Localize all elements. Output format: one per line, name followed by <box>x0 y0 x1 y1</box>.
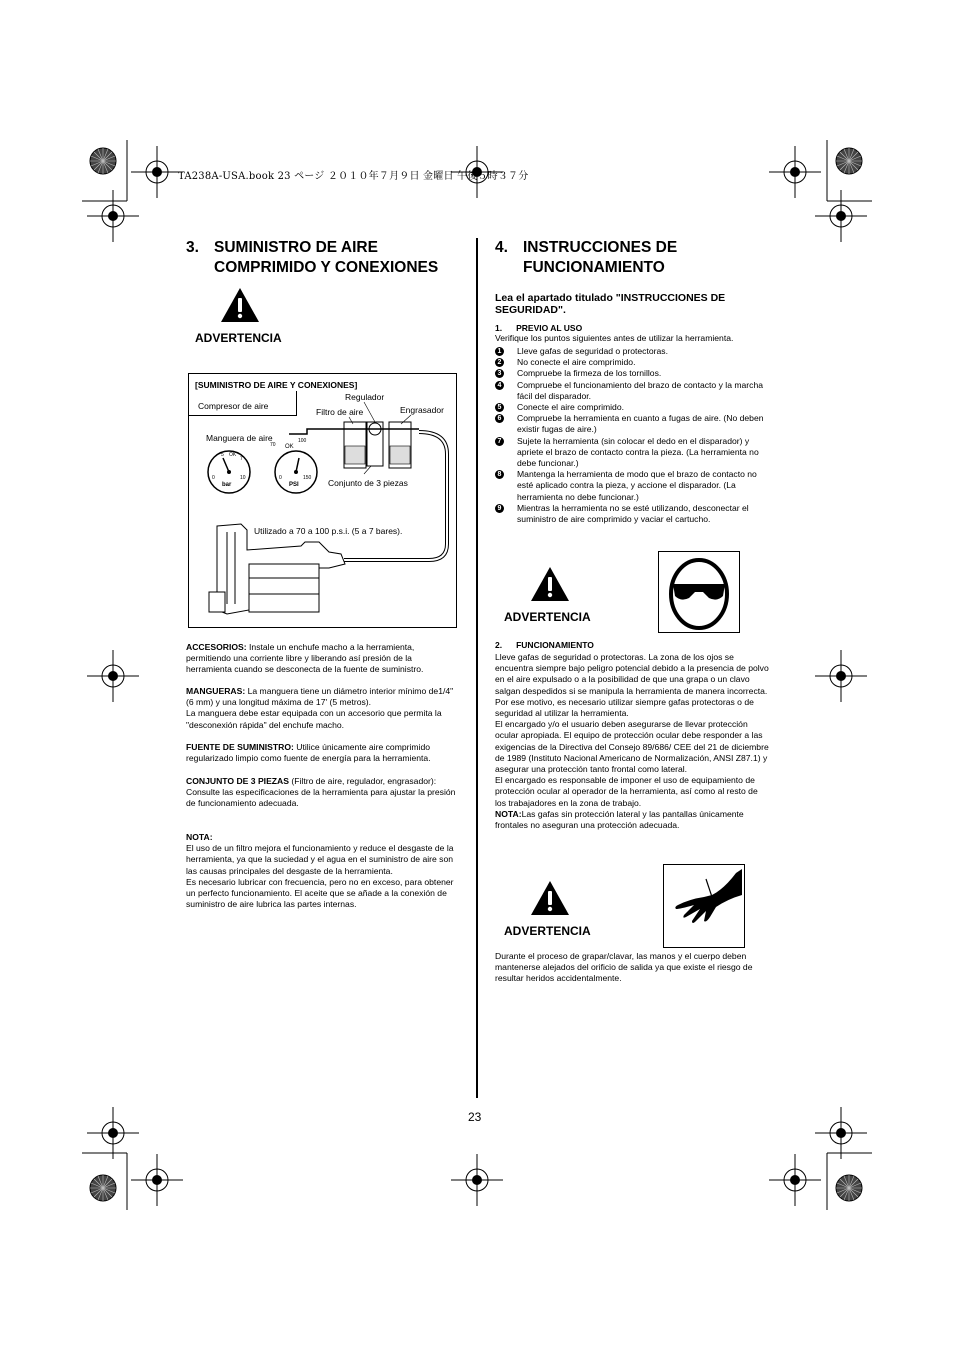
list-item: 4 Compruebe el funcionamiento del brazo de contacto y la marcha fácil del disparador. <box>495 380 770 402</box>
svg-text:bar: bar <box>222 482 232 488</box>
svg-text:OK: OK <box>229 452 237 458</box>
svg-text:7: 7 <box>240 456 243 462</box>
regulator-label: Regulador <box>345 392 385 402</box>
svg-text:OK: OK <box>285 444 294 450</box>
compressor-label: Compresor de aire <box>198 401 269 411</box>
starburst-mark <box>90 1175 116 1201</box>
psi-gauge-icon <box>270 438 317 493</box>
sec1-intro: Verifique los puntos siguientes antes de utilizar la herramienta. <box>495 333 734 343</box>
set-label: Conjunto de 3 piezas <box>328 478 408 488</box>
accesorios-paragraph: ACCESORIOS: Instale un enchufe macho a la herramienta, permitiendo una corriente libre y liberando así presión de la herramienta cuando se desconecta de la fuente de suministro. <box>186 642 424 675</box>
page-number: 23 <box>468 1110 482 1124</box>
list-item: 9 Mientras la herramienta no se esté utilizando, desconectar el suministro de aire comprimido y vaciar el cartucho. <box>495 503 770 525</box>
svg-text:PSI: PSI <box>289 482 299 488</box>
list-item: 5 Conecte el aire comprimido. <box>495 402 770 413</box>
column-divider <box>476 238 478 1098</box>
diagram-drawing <box>189 374 456 627</box>
usage-label: Utilizado a 70 a 100 p.s.i. (5 a 7 bares). <box>254 526 403 536</box>
svg-text:10: 10 <box>240 475 246 481</box>
nailer-tool-icon <box>209 524 345 614</box>
safety-goggles-icon <box>659 552 739 632</box>
file-header: TA238A-USA.book 23 ページ ２０１０年７月９日 金曜日 午後５時３７分 <box>178 171 529 182</box>
nota-paragraph: NOTA: El uso de un filtro mejora el funcionamiento y reduce el desgaste de la herramienta, ya que la suciedad y el agua en el suministro de aire son las causas principales del desgaste de la herramienta. Es necesario lubricar con frecuencia, pero no en exceso, para obtener un perfecto funcionamiento. El aceite que se añade a la conexión de suministro de aire lubrica las partes internas. <box>186 832 454 910</box>
hand-hazard-pictogram <box>663 864 745 948</box>
fuente-paragraph: FUENTE DE SUMINISTRO: Utilice únicamente aire comprimido regularizado limpio como fuente de energía para la herramienta. <box>186 742 431 764</box>
list-item: 1 Lleve gafas de seguridad o protectoras. <box>495 346 770 357</box>
list-item: 7 Sujete la herramienta (sin colocar el dedo en el disparador) y apriete el brazo de contacto contra la pieza. (La herramienta no debe funcionar.) <box>495 436 770 470</box>
warning-label: ADVERTENCIA <box>504 610 591 624</box>
warning-triangle-icon <box>530 566 570 602</box>
starburst-mark <box>90 148 116 174</box>
svg-text:0: 0 <box>212 475 215 481</box>
bar-gauge-icon <box>208 451 250 493</box>
list-item: 2 No conecte el aire comprimido. <box>495 357 770 368</box>
svg-text:70: 70 <box>270 442 276 448</box>
list-item: 3 Compruebe la firmeza de los tornillos. <box>495 368 770 379</box>
diagram-title: [SUMINISTRO DE AIRE Y CONEXIONES] <box>195 380 358 390</box>
starburst-mark <box>836 148 862 174</box>
warning-triangle-icon <box>530 880 570 916</box>
lead-text: Lea el apartado titulado "INSTRUCCIONES DE SEGURIDAD". <box>495 292 726 316</box>
svg-text:150: 150 <box>303 475 312 481</box>
svg-text:0: 0 <box>279 475 282 481</box>
list-item: 8 Mantenga la herramienta de modo que el brazo de contacto no esté aplicado contra la pieza, y accione el disparador. (La herramienta no debe funcionar.) <box>495 469 770 503</box>
sec2-body: Lleve gafas de seguridad o protectoras. La zona de los ojos se encuentra siempre bajo peligro potencial debido a la presencia de polvo en el aire expulsado o a la posibilidad de que una grapa o un clavo salgan despedidos si se manipula la herramienta de manera incorrecta. Por ese motivo, es necesario utilizar siempre gafas protectoras o de seguridad al utilizar la herramienta. El encargado y/o el usuario deben asegurarse de llevar protección ocular apropiada. El equipo de protección ocular debe responder a las exigencias de la Directiva del Consejo 89/686/ CEE del 21 de diciembre de 1989 (Instituto Nacional Americano de Normalización, ANSI Z87.1) y asegurar una protección tanto frontal como lateral. El encargado es responsable de imponer el uso de equipamiento de protección ocular al operador de la herramienta, así como al resto de los trabajadores en la zona de trabajo. NOTA:Las gafas sin protección lateral y las pantallas únicamente frontales no aseguran una protección adecuada. <box>495 652 769 831</box>
warning-triangle-icon <box>220 287 260 323</box>
final-warning-text: Durante el proceso de grapar/clavar, las manos y el cuerpo deben mantenerse alejados del orificio de salida ya que existe el riesgo de resultar heridos accidentalmente. <box>495 951 753 984</box>
filter-label: Filtro de aire <box>316 407 364 417</box>
sec1-heading: 1. PREVIO AL USO <box>495 323 583 333</box>
starburst-mark <box>836 1175 862 1201</box>
hose-label: Manguera de aire <box>206 433 273 443</box>
svg-text:100: 100 <box>298 438 307 444</box>
conjunto-paragraph: CONJUNTO DE 3 PIEZAS (Filtro de aire, regulador, engrasador): Consulte las especificaciones de la herramienta para ajustar la presión de funcionamiento adecuada. <box>186 776 456 809</box>
lubricator-label: Engrasador <box>400 405 444 415</box>
warning-label: ADVERTENCIA <box>504 924 591 938</box>
air-supply-diagram <box>188 373 457 628</box>
section-3-heading: 3. SUMINISTRO DE AIRE COMPRIMIDO Y CONEXIONES <box>186 239 439 276</box>
mangueras-paragraph: MANGUERAS: La manguera tiene un diámetro interior mínimo de1/4" (6 mm) y una longitud máxima de 17' (5 metros). La manguera debe estar equipada con un accesorio que permita la "desconexión rápida" del enchufe macho. <box>186 686 454 730</box>
list-item: 6 Compruebe la herramienta en cuanto a fugas de aire. (No deben existir fugas de aire.) <box>495 413 770 435</box>
hand-hazard-icon <box>664 865 744 947</box>
svg-text:5: 5 <box>221 452 224 458</box>
safety-goggles-pictogram <box>658 551 740 633</box>
section-4-heading: 4. INSTRUCCIONES DE FUNCIONAMIENTO <box>495 239 678 276</box>
checklist <box>495 346 770 525</box>
warning-label: ADVERTENCIA <box>195 331 282 345</box>
sec2-heading: 2. FUNCIONAMIENTO <box>495 640 594 650</box>
